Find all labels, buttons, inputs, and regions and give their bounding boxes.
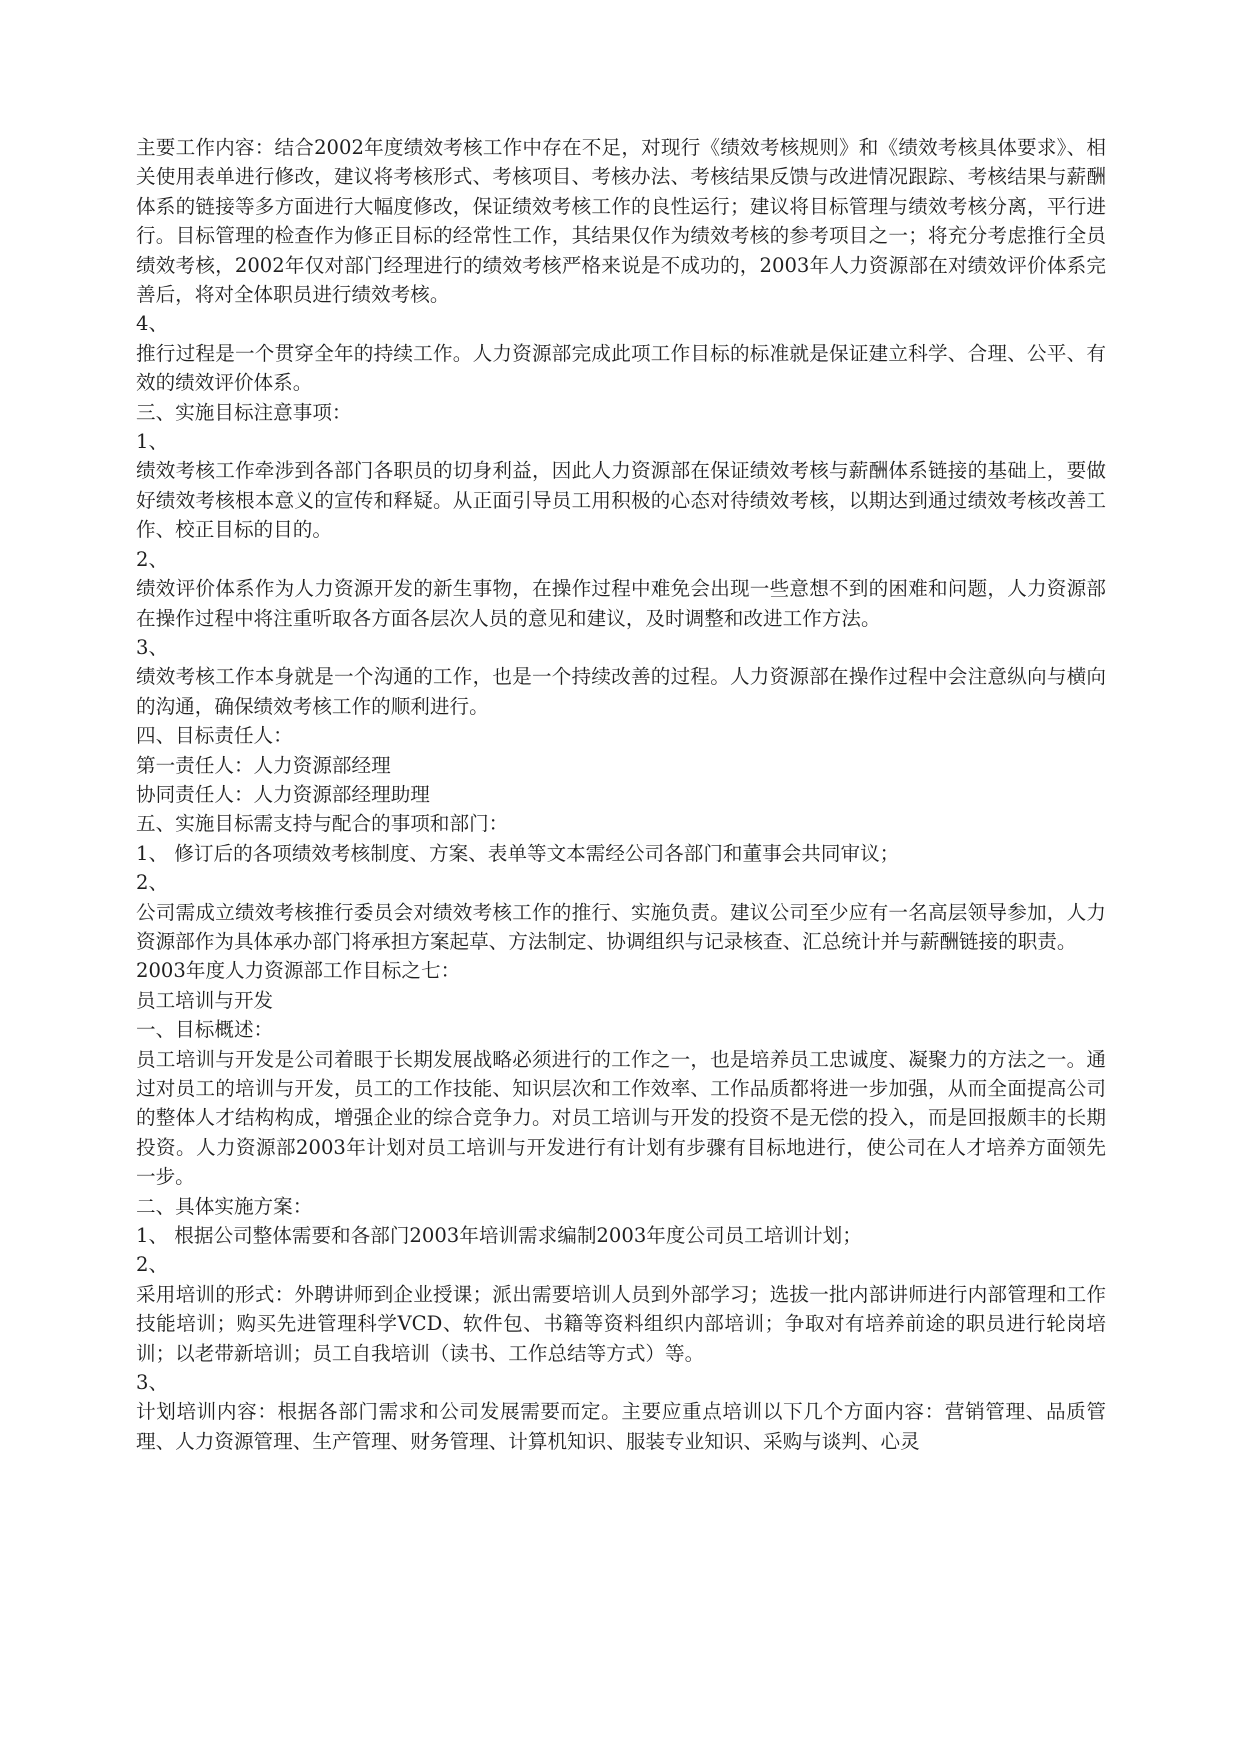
item-number: 2、 xyxy=(136,1253,169,1277)
item-number: 1、 xyxy=(136,430,169,454)
section-heading: 二、具体实施方案： xyxy=(136,1194,313,1218)
paragraph: 绩效考核工作牵涉到各部门各职员的切身利益，因此人力资源部在保证绩效考核与薪酬体系链接的基础上，要做好绩效考核根本意义的宣传和释疑。从正面引导员工用积极的心态对待绩效考核，以期达到通过绩效考核改善工作、校正目标的目的。 xyxy=(136,459,1106,542)
paragraph: 公司需成立绩效考核推行委员会对绩效考核工作的推行、实施负责。建议公司至少应有一名高层领导参加，人力资源部作为具体承办部门将承担方案起草、方法制定、协调组织与记录核查、汇总统计并与薪酬链接的职责。 xyxy=(136,900,1106,953)
paragraph: 员工培训与开发是公司着眼于长期发展战略必须进行的工作之一，也是培养员工忠诚度、凝聚力的方法之一。通过对员工的培训与开发，员工的工作技能、知识层次和工作效率、工作品质都将进一步加强，从而全面提高公司的整体人才结构构成，增强企业的综合竞争力。对员工培训与开发的投资不是无偿的投入，而是回报颇丰的长期投资。人力资源部2003年计划对员工培训与开发进行有计划有步骤有目标地进行，使公司在人才培养方面领先一步。 xyxy=(136,1047,1106,1189)
item-number: 2、 xyxy=(136,871,169,895)
section-heading: 五、实施目标需支持与配合的事项和部门： xyxy=(136,812,509,836)
paragraph: 绩效评价体系作为人力资源开发的新生事物，在操作过程中难免会出现一些意想不到的困难和问题，人力资源部在操作过程中将注重听取各方面各层次人员的意见和建议，及时调整和改进工作方法。 xyxy=(136,577,1106,630)
item-number: 3、 xyxy=(136,635,169,659)
goal-title: 2003年度人力资源部工作目标之七： xyxy=(136,959,461,983)
responsible-person-primary: 第一责任人：人力资源部经理 xyxy=(136,753,391,777)
responsible-person-assistant: 协同责任人：人力资源部经理助理 xyxy=(136,782,430,806)
document-body xyxy=(136,133,1106,1456)
paragraph: 采用培训的形式：外聘讲师到企业授课；派出需要培训人员到外部学习；选拔一批内部讲师进行内部管理和工作技能培训；购买先进管理科学VCD、软件包、书籍等资料组织内部培训；争取对有培养前途的职员进行轮岗培训；以老带新培训；员工自我培训（读书、工作总结等方式）等。 xyxy=(136,1282,1106,1365)
paragraph-work-content: 主要工作内容：结合2002年度绩效考核工作中存在不足，对现行《绩效考核规则》和《绩效考核具体要求》、相关使用表单进行修改，建议将考核形式、考核项目、考核办法、考核结果反馈与改进情况跟踪、考核结果与薪酬体系的链接等多方面进行大幅度修改，保证绩效考核工作的良性运行；建议将目标管理与绩效考核分离，平行进行。目标管理的检查作为修正目标的经常性工作，其结果仅作为绩效考核的参考项目之一；将充分考虑推行全员绩效考核，2002年仅对部门经理进行的绩效考核严格来说是不成功的，2003年人力资源部在对绩效评价体系完善后，将对全体职员进行绩效考核。 xyxy=(136,136,1106,307)
section-heading: 三、实施目标注意事项： xyxy=(136,400,352,424)
goal-subtitle: 员工培训与开发 xyxy=(136,988,274,1012)
paragraph: 推行过程是一个贯穿全年的持续工作。人力资源部完成此项工作目标的标准就是保证建立科学、合理、公平、有效的绩效评价体系。 xyxy=(136,341,1106,395)
paragraph: 绩效考核工作本身就是一个沟通的工作，也是一个持续改善的过程。人力资源部在操作过程中会注意纵向与横向的沟通，确保绩效考核工作的顺利进行。 xyxy=(136,665,1106,718)
list-item: 1、 修订后的各项绩效考核制度、方案、表单等文本需经公司各部门和董事会共同审议； xyxy=(136,841,900,865)
item-number: 4、 xyxy=(136,312,169,336)
item-number: 3、 xyxy=(136,1371,169,1395)
paragraph: 计划培训内容：根据各部门需求和公司发展需要而定。主要应重点培训以下几个方面内容：营销管理、品质管理、人力资源管理、生产管理、财务管理、计算机知识、服装专业知识、采购与谈判、心灵 xyxy=(136,1400,1106,1453)
section-heading: 四、目标责任人： xyxy=(136,724,293,748)
item-number: 2、 xyxy=(136,547,169,571)
list-item: 1、 根据公司整体需要和各部门2003年培训需求编制2003年度公司员工培训计划； xyxy=(136,1224,862,1248)
section-heading: 一、目标概述： xyxy=(136,1018,274,1042)
